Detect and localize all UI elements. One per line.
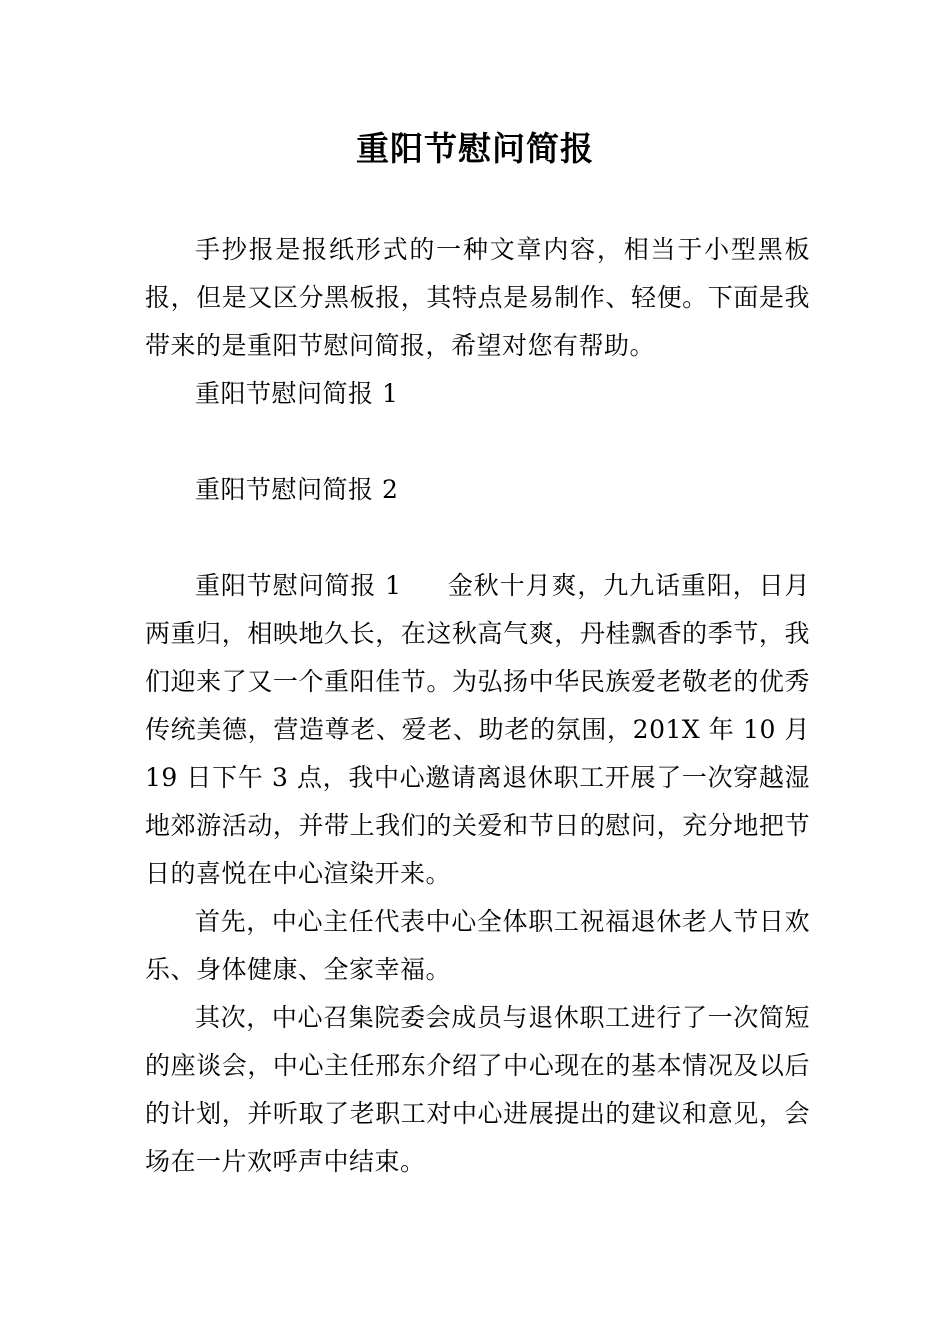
- section1-text: 金秋十月爽，九九话重阳，日月两重归，相映地久长，在这秋高气爽，丹桂飘香的季节，我们迎来了又一个重阳佳节。为弘扬中华民族爱老敬老的优秀传统美德，营造尊老、爱老、助老的氛围，201X 年 10 月 19 日下午 3 点，我中心邀请离退休职工开展了一次穿越湿地郊游活动，并带上我们的关爱和节日的慰问，充分地把节日的喜悦在中心渲染开来。: [145, 571, 810, 888]
- document-body: [145, 226, 810, 1186]
- section1-paragraph: [145, 562, 810, 898]
- toc-item-1: 重阳节慰问简报 1: [195, 379, 399, 408]
- toc-item-2: 重阳节慰问简报 2: [195, 475, 399, 504]
- body-paragraph-1: 首先，中心主任代表中心全体职工祝福退休老人节日欢乐、身体健康、全家幸福。: [145, 907, 810, 984]
- section1-heading: 重阳节慰问简报 1: [195, 571, 402, 600]
- intro-paragraph: 手抄报是报纸形式的一种文章内容，相当于小型黑板报，但是又区分黑板报，其特点是易制作、轻便。下面是我带来的是重阳节慰问简报，希望对您有帮助。: [145, 235, 810, 360]
- document-title: 重阳节慰问简报: [356, 129, 594, 168]
- body-paragraph-2: 其次，中心召集院委会成员与退休职工进行了一次简短的座谈会，中心主任邢东介绍了中心现在的基本情况及以后的计划，并听取了老职工对中心进展提出的建议和意见，会场在一片欢呼声中结束。: [145, 1003, 810, 1176]
